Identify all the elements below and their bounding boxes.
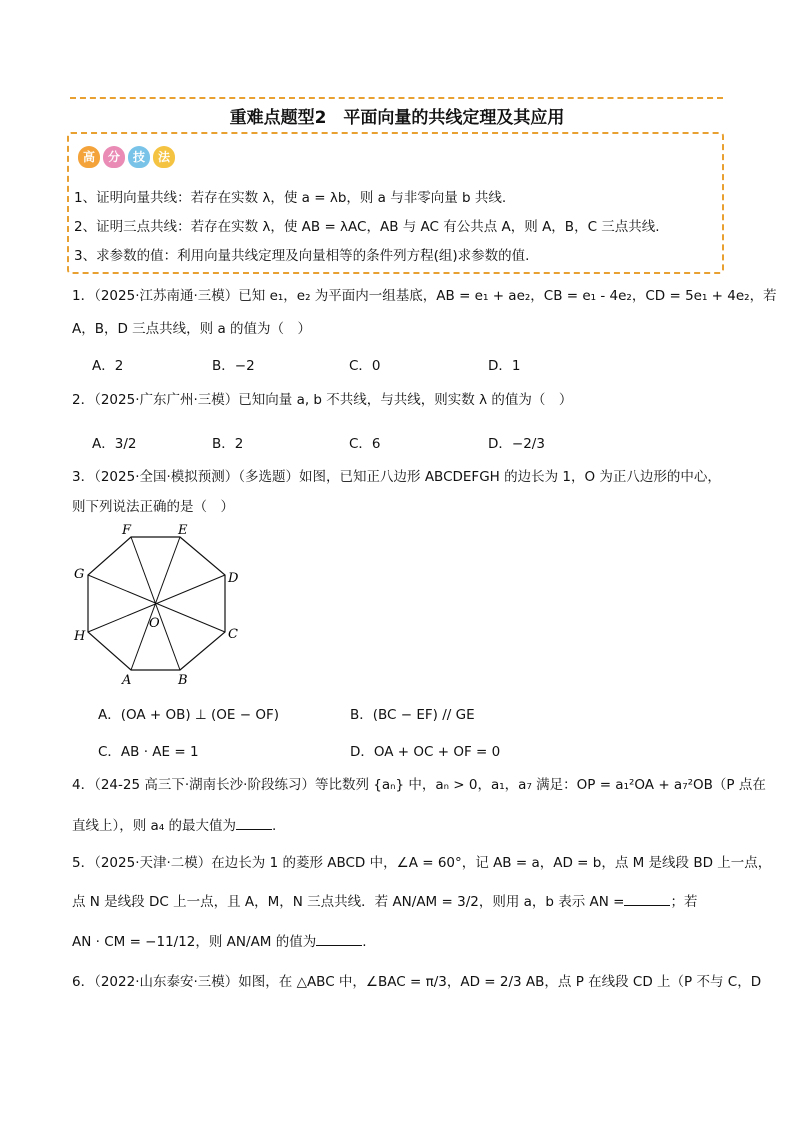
question-3-line1: 3．（2025·全国·模拟预测）（多选题）如图，已知正八边形 ABCDEFGH 的边长为 1，O 为正八边形的中心， <box>72 469 721 485</box>
q3-option-d: D．OA + OC + OF = 0 <box>350 744 501 760</box>
question-5-line3 <box>72 932 367 952</box>
vertex-label: D <box>228 571 239 586</box>
vertex-label: C <box>228 627 238 642</box>
tips-badge <box>78 146 175 168</box>
q2-option-a: A．3/2 <box>92 436 137 452</box>
q1-option-d: D．1 <box>488 358 521 374</box>
badge-char: 技 <box>128 146 150 168</box>
q5-line3-end: . <box>362 934 367 950</box>
tip-2: 2、证明三点共线：若存在实数 λ，使 AB = λAC，AB 与 AC 有公共点 A，则 A，B，C 三点共线. <box>74 219 660 235</box>
q1-option-b: B．−2 <box>212 358 255 374</box>
question-1-line2: A，B，D 三点共线，则 a 的值为（ ） <box>72 321 312 337</box>
q5-line2-end: ；若 <box>670 894 698 910</box>
center-label: O <box>149 616 160 631</box>
badge-char: 分 <box>103 146 125 168</box>
octagon-figure <box>70 520 250 695</box>
q2-option-c: C．6 <box>349 436 381 452</box>
answer-blank[interactable] <box>316 945 362 946</box>
badge-char: 法 <box>153 146 175 168</box>
q3-option-b: B．(BC − EF) // GE <box>350 707 475 723</box>
answer-blank[interactable] <box>624 905 670 906</box>
vertex-label: E <box>178 523 188 538</box>
tip-1: 1、证明向量共线：若存在实数 λ，使 a = λb，则 a 与非零向量 b 共线. <box>74 190 507 206</box>
vertex-label: B <box>178 673 188 688</box>
answer-blank[interactable] <box>236 829 272 830</box>
q2-option-b: B．2 <box>212 436 244 452</box>
q2-option-d: D．−2/3 <box>488 436 545 452</box>
question-5-line1: 5．（2025·天津·二模）在边长为 1 的菱形 ABCD 中，∠A = 60°，记 AB = a，AD = b，点 M 是线段 BD 上一点， <box>72 855 772 871</box>
q5-line3-text: AN · CM = −11/12，则 AN/AM 的值为 <box>72 934 317 950</box>
question-4-line2 <box>72 816 276 836</box>
tip-3: 3、求参数的值：利用向量共线定理及向量相等的条件列方程(组)求参数的值. <box>74 248 530 264</box>
q1-option-a: A．2 <box>92 358 124 374</box>
vertex-label: F <box>122 523 132 538</box>
q3-option-a: A．(OA + OB) ⊥ (OE − OF) <box>98 707 279 723</box>
q3-option-c: C．AB · AE = 1 <box>98 744 199 760</box>
badge-char: 高 <box>78 146 100 168</box>
question-1-line1: 1．（2025·江苏南通·三模）已知 e₁，e₂ 为平面内一组基底，AB = e₁ + ae₂，CB = e₁ - 4e₂，CD = 5e₁ + 4e₂，若 <box>72 288 777 304</box>
q4-line2-text: 直线上），则 a₄ 的最大值为 <box>72 818 237 834</box>
vertex-label: H <box>74 629 86 644</box>
page-title: 重难点题型2 平面向量的共线定理及其应用 <box>229 108 565 128</box>
question-6-line1: 6．（2022·山东泰安·三模）如图，在 △ABC 中，∠BAC = π/3，AD = 2/3 AB，点 P 在线段 CD 上（P 不与 C，D <box>72 974 762 990</box>
q1-option-c: C．0 <box>349 358 381 374</box>
header-divider <box>70 97 723 99</box>
question-5-line2 <box>72 892 697 912</box>
question-4-line1: 4．（24-25 高三下·湖南长沙·阶段练习）等比数列 {aₙ} 中，aₙ > 0，a₁，a₇ 满足：OP = a₁²OA + a₇²OB（P 点在 <box>72 777 766 793</box>
q5-line2-text: 点 N 是线段 DC 上一点，且 A，M，N 三点共线．若 AN/AM = 3/2，则用 a，b 表示 AN = <box>72 894 625 910</box>
question-2-line1: 2．（2025·广东广州·三模）已知向量 a, b 不共线，与共线，则实数 λ 的值为（ ） <box>72 392 573 408</box>
question-3-line2: 则下列说法正确的是（ ） <box>72 499 234 515</box>
vertex-label: A <box>122 673 132 688</box>
q4-line2-end: . <box>272 818 277 834</box>
vertex-label: G <box>74 567 85 582</box>
